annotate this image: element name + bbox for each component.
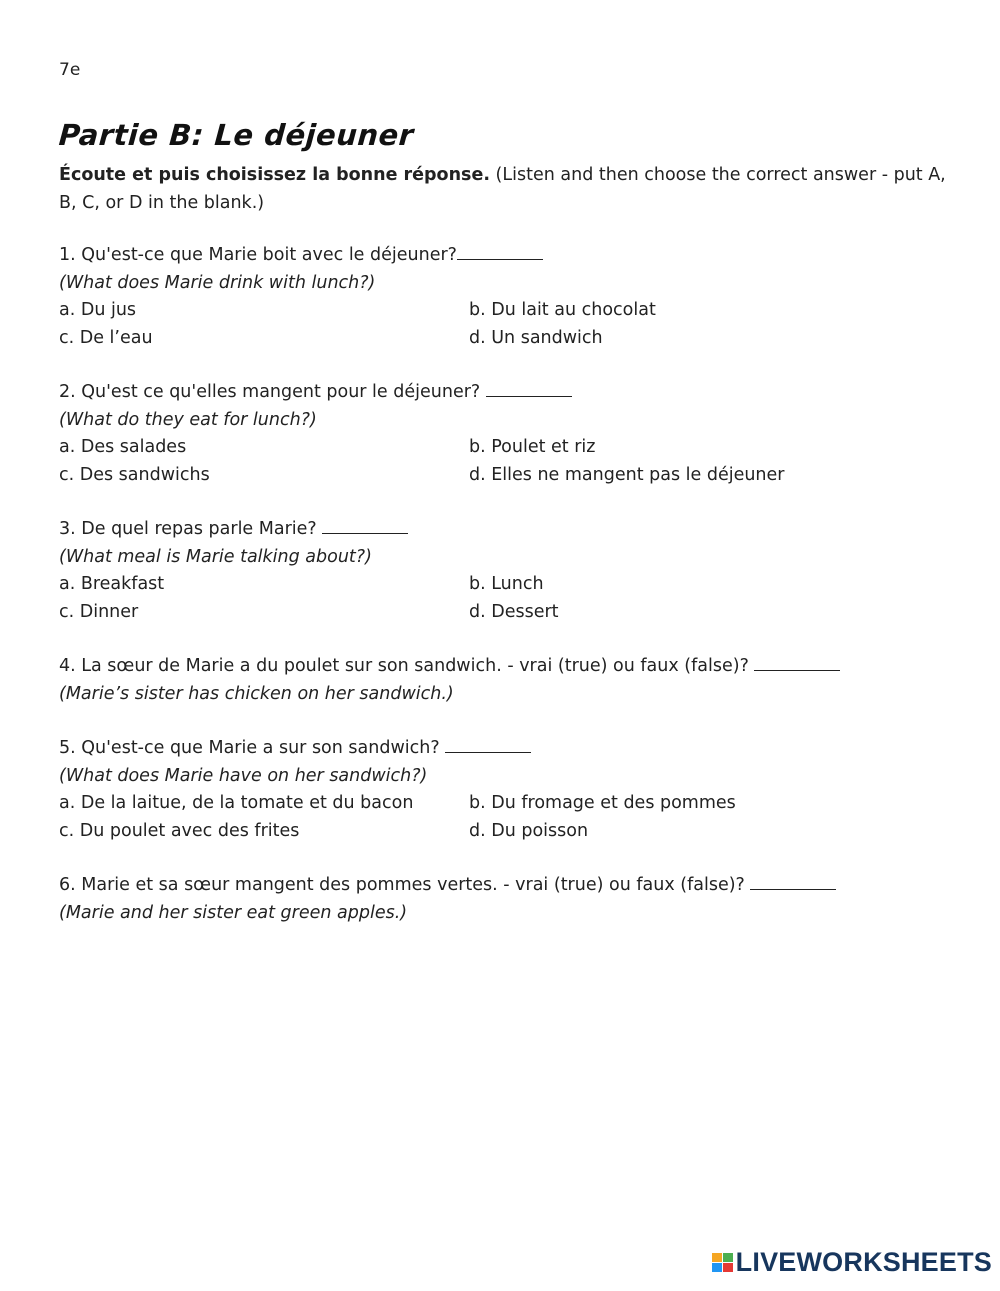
question-1 (59, 241, 959, 352)
question-4-translation: (Marie’s sister has chicken on her sandwich.) (59, 683, 454, 704)
question-4-text: 4. La sœur de Marie a du poulet sur son sandwich. - vrai (true) ou faux (false)? (59, 656, 755, 676)
question-2-translation: (What do they eat for lunch?) (59, 409, 317, 430)
instructions-translation: (Listen and then choose the correct answer - put A, B, C, or D in the blank.) (59, 165, 946, 213)
question-6-translation: (Marie and her sister eat green apples.) (59, 902, 408, 923)
question-1-translation: (What does Marie drink with lunch?) (59, 272, 376, 293)
logo-text: LIVEWORKSHEETS (735, 1246, 992, 1277)
logo-icon (712, 1253, 733, 1272)
liveworksheets-logo (712, 1247, 992, 1277)
answer-blank-4[interactable] (754, 652, 840, 671)
answer-blank-5[interactable] (445, 734, 531, 753)
page-title: Partie B: Le déjeuner (57, 118, 415, 152)
instructions (59, 161, 959, 217)
option-1b: b. Du lait au chocolat (469, 300, 656, 320)
instructions-bold: Écoute et puis choisissez la bonne réponse. (59, 165, 490, 185)
question-1-text: 1. Qu'est-ce que Marie boit avec le déjeuner? (59, 245, 457, 265)
option-5b: b. Du fromage et des pommes (469, 793, 736, 813)
option-1c: c. De l’eau (59, 327, 153, 348)
option-1a: a. Du jus (59, 300, 137, 320)
option-2c: c. Des sandwichs (59, 464, 210, 485)
question-3-translation: (What meal is Marie talking about?) (59, 546, 372, 567)
question-3-text: 3. De quel repas parle Marie? (59, 519, 323, 539)
answer-blank-3[interactable] (322, 515, 408, 534)
option-1d: d. Un sandwich (469, 327, 603, 348)
answer-blank-1[interactable] (457, 241, 543, 260)
option-2b: b. Poulet et riz (469, 437, 596, 457)
question-2-text: 2. Qu'est ce qu'elles mangent pour le déjeuner? (59, 382, 486, 402)
option-3d: d. Dessert (469, 601, 559, 622)
option-3a: a. Breakfast (59, 574, 165, 594)
answer-blank-6[interactable] (750, 871, 836, 890)
option-5a: a. De la laitue, de la tomate et du bacon (59, 793, 414, 813)
question-4 (59, 652, 959, 708)
question-5-text: 5. Qu'est-ce que Marie a sur son sandwich? (59, 738, 446, 758)
option-5c: c. Du poulet avec des frites (59, 820, 300, 841)
option-3b: b. Lunch (469, 574, 544, 594)
question-5 (59, 734, 959, 845)
question-5-translation: (What does Marie have on her sandwich?) (59, 765, 428, 786)
answer-blank-2[interactable] (486, 378, 572, 397)
question-6 (59, 871, 959, 927)
question-2 (59, 378, 959, 489)
option-2d: d. Elles ne mangent pas le déjeuner (469, 464, 785, 485)
grade-label: 7e (59, 60, 81, 80)
option-2a: a. Des salades (59, 437, 187, 457)
option-5d: d. Du poisson (469, 820, 589, 841)
question-3 (59, 515, 959, 626)
option-3c: c. Dinner (59, 601, 139, 622)
question-6-text: 6. Marie et sa sœur mangent des pommes vertes. - vrai (true) ou faux (false)? (59, 875, 751, 895)
